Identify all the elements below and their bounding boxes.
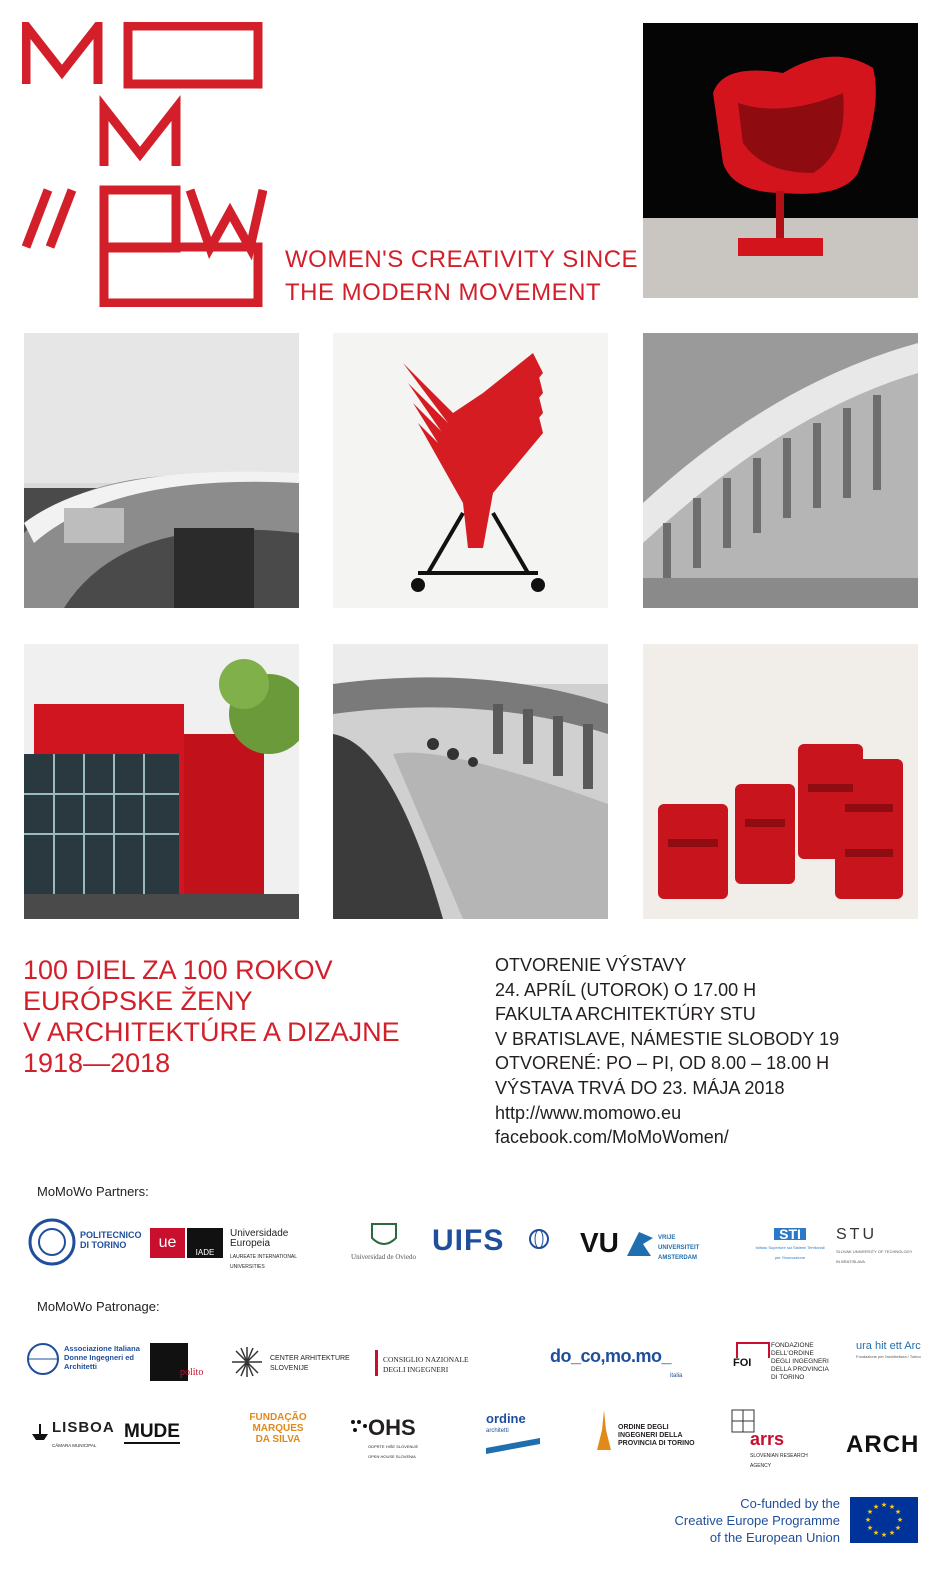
- eu-line-2: Creative Europe Programme: [674, 1513, 840, 1528]
- eu-line-3: of the European Union: [709, 1530, 840, 1545]
- tagline: [285, 243, 638, 309]
- polito-text: polito: [180, 1367, 204, 1378]
- marques-silva-text: FUNDAÇÃO MARQUES DA SILVA: [249, 1412, 307, 1445]
- ordine-ingegneri-text: ORDINE DEGLI INGEGNERI DELLA PROVINCIA DI TORINO: [618, 1424, 695, 1447]
- aidia-text: Associazione Italiana Donne Ingegneri ed Architetti: [64, 1344, 140, 1371]
- patron-logo-docomomo: [550, 1346, 710, 1379]
- svg-text:★: ★: [880, 1501, 888, 1509]
- stacked-red-chairs-photo: [333, 333, 608, 608]
- mude-text: MUDE: [124, 1421, 180, 1442]
- partner-logo-siti: [755, 1228, 825, 1263]
- headline-line-4: 1918—2018: [23, 1048, 171, 1078]
- svg-text:★: ★: [864, 1516, 872, 1524]
- siti-mark: STI: [774, 1228, 806, 1240]
- momowo-logo: [22, 22, 267, 307]
- aidia-globe-icon: [26, 1342, 60, 1376]
- stu-subtitle: SLOVAK UNIVERSITY OF TECHNOLOGY IN BRATISLAVA: [836, 1249, 913, 1264]
- universidade-europeia-text: Universidade Europeia: [230, 1228, 289, 1249]
- arrs-text: arrs: [750, 1429, 785, 1449]
- svg-text:★: ★: [888, 1529, 896, 1537]
- info-duration: VÝSTAVA TRVÁ DO 23. MÁJA 2018: [495, 1077, 785, 1098]
- info-opening-hours: OTVORENÉ: PO – PI, OD 8.00 – 18.00 H: [495, 1053, 830, 1074]
- red-chair-photo: [643, 23, 918, 298]
- foi-text: FONDAZIONE DELL'ORDINE DEGLI INGEGNERI DELLA PROVINCIA DI TORINO: [771, 1342, 829, 1381]
- foi-roof: [736, 1342, 770, 1358]
- patronage-label: MoMoWo Patronage:: [37, 1299, 160, 1314]
- ohs-text: OHS: [368, 1415, 416, 1440]
- architettura-subtitle: Fondazione per l'architettura / Torino: [856, 1354, 921, 1359]
- patron-logo-mude: [124, 1422, 194, 1444]
- cni-text: CONSIGLIO NAZIONALE DEGLI INGEGNERI: [383, 1355, 469, 1374]
- lisboa-text: LISBOA: [52, 1419, 115, 1436]
- info-opening-date: 24. APRÍL (UTOROK) O 17.00 H: [495, 979, 757, 1000]
- politecnico-seal-icon: [28, 1218, 76, 1266]
- vu-text: VU: [580, 1227, 619, 1258]
- eu-line-1: Co-funded by the: [740, 1496, 840, 1511]
- red-building-photo: [24, 644, 299, 919]
- curved-facade-photo: [643, 333, 918, 608]
- arch-text: ARCH: [846, 1431, 920, 1458]
- svg-text:★: ★: [866, 1524, 874, 1532]
- oviedo-text: Universidad de Oviedo: [351, 1253, 416, 1261]
- curved-terrace-photo-2: [333, 644, 608, 919]
- eu-stars-icon: [850, 1497, 918, 1543]
- red-storage-units-photo: [643, 644, 918, 919]
- ohs-subtitle: ODPRTE HIŠE SLOVENIJE OPEN HOUSE SLOVENIA: [368, 1444, 419, 1459]
- svg-text:★: ★: [872, 1503, 880, 1511]
- patron-logo-ordine-architetti: [486, 1412, 541, 1456]
- vu-subtitle: VRIJE UNIVERSITEIT AMSTERDAM: [658, 1235, 700, 1261]
- architettura-text: ura hit ett Arc: [856, 1340, 921, 1352]
- website-link[interactable]: http://www.momowo.eu: [495, 1102, 682, 1123]
- exhibition-headline: [23, 955, 400, 1079]
- svg-text:★: ★: [866, 1508, 874, 1516]
- globe-icon: [528, 1228, 550, 1250]
- center-arhitekture-text: CENTER ARHITEKTURE SLOVENIJE: [270, 1355, 350, 1372]
- partner-logo-stu: [836, 1226, 916, 1267]
- eu-flag-icon: [850, 1497, 918, 1543]
- headline-line-1: 100 DIEL ZA 100 ROKOV: [23, 955, 333, 985]
- info-address: V BRATISLAVE, NÁMESTIE SLOBODY 19: [495, 1028, 840, 1049]
- partners-label: MoMoWo Partners:: [37, 1184, 149, 1199]
- ohs-dots-icon: [350, 1418, 368, 1442]
- svg-text:★: ★: [880, 1531, 888, 1539]
- tagline-line-2: THE MODERN MOVEMENT: [285, 279, 602, 306]
- curved-terrace-photo-1: [24, 333, 299, 608]
- ordine-text: ordine: [486, 1411, 526, 1426]
- politecnico-text: POLITECNICO DI TORINO: [80, 1230, 142, 1250]
- tagline-line-1: WOMEN'S CREATIVITY SINCE: [285, 246, 639, 273]
- patron-logo-fondazione-architettura: [856, 1340, 921, 1362]
- lisboa-subtitle: CÂMARA MUNICIPAL: [52, 1443, 97, 1448]
- siti-subtitle: Istituto Superiore sui Sistemi Territoriali per l'Innovazione: [755, 1245, 825, 1260]
- sunburst-icon: [230, 1345, 264, 1379]
- docomomo-subtitle: italia: [670, 1373, 683, 1379]
- info-venue: FAKULTA ARCHITEKTÚRY STU: [495, 1004, 756, 1025]
- arrs-subtitle: SLOVENIAN RESEARCH AGENCY: [750, 1453, 808, 1469]
- patron-logo-arch: [846, 1432, 921, 1458]
- laureate-text: LAUREATE INTERNATIONAL UNIVERSITIES: [230, 1254, 297, 1270]
- headline-line-3: V ARCHITEKTÚRE A DIZAJNE: [23, 1017, 400, 1047]
- foi-mark: FOI: [733, 1357, 752, 1369]
- ordine-subtitle: architetti: [486, 1428, 509, 1434]
- uifs-text: UIFS: [432, 1224, 505, 1257]
- docomomo-text: do_co,mo.mo_: [550, 1346, 672, 1366]
- griffin-icon: [625, 1228, 655, 1258]
- eu-cofunding-text: [675, 1495, 840, 1546]
- stu-text: STU: [836, 1226, 877, 1243]
- svg-text:★: ★: [894, 1508, 902, 1516]
- svg-text:★: ★: [888, 1503, 896, 1511]
- svg-text:★: ★: [872, 1529, 880, 1537]
- mole-antonelliana-icon: [596, 1410, 612, 1452]
- headline-line-2: EURÓPSKE ŽENY: [23, 986, 253, 1016]
- facebook-link[interactable]: facebook.com/MoMoWomen/: [495, 1127, 729, 1148]
- partner-logo-universidad-oviedo: [346, 1222, 421, 1262]
- oviedo-crest-icon: [369, 1222, 399, 1250]
- svg-text:★: ★: [894, 1524, 902, 1532]
- svg-text:★: ★: [896, 1516, 904, 1524]
- ordine-waves-icon: [486, 1436, 540, 1454]
- patron-logo-marques-silva: [248, 1412, 308, 1445]
- iade-mark: IADE: [187, 1228, 223, 1258]
- exhibition-info: [495, 953, 839, 1150]
- cni-bar: [375, 1350, 378, 1376]
- info-opening-title: OTVORENIE VÝSTAVY: [495, 955, 687, 975]
- lisboa-ship-icon: [30, 1422, 50, 1442]
- ue-mark: ue: [150, 1228, 185, 1258]
